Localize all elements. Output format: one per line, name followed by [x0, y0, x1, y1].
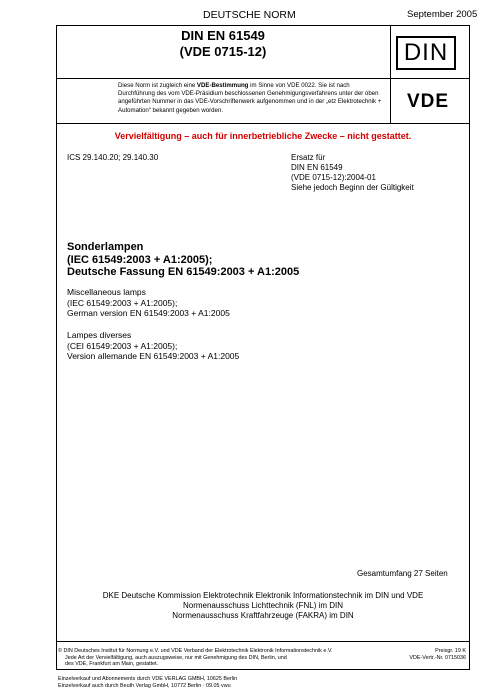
committee-info — [56, 591, 470, 621]
title-english-line: German version EN 61549:2003 + A1:2005 — [67, 308, 230, 318]
copy-warning: Vervielfältigung – auch für innerbetriebliche Zwecke – nicht gestattet. — [114, 131, 412, 141]
title-french-line: (CEI 61549:2003 + A1:2005); — [67, 340, 178, 351]
title-german — [67, 241, 299, 279]
note-bold: VDE-Bestimmung — [196, 82, 249, 89]
sales-line: Einzelverkauf und Abonnements durch VDE VERLAG GMBH, 10625 Berlin — [58, 676, 238, 682]
note-text-2: im Sinne von VDE 0022. Sie ist nach Durchführung des vom VDE-Präsidium beschlossenen Genehmigungsverfahrens unter der oben angeführten Nummer in das VDE-Vorschriftenwerk aufgenommen und in der „etz Elektrotechnik + Automation“ bekannt gegeben worden. — [118, 82, 382, 114]
price-info — [398, 648, 466, 661]
ics-code: ICS 29.140.20; 29.140.30 — [67, 153, 159, 162]
copyright-notice — [58, 648, 408, 668]
title-german-line: (IEC 61549:2003 + A1:2005); — [67, 253, 213, 266]
title-english-line: Miscellaneous lamps — [67, 287, 146, 297]
replacement-info — [291, 153, 414, 193]
sales-info — [58, 676, 458, 689]
divider-logo-column — [390, 25, 391, 123]
document-title: DIN EN 61549 — [181, 28, 265, 43]
header-date: September 2005 — [407, 9, 478, 20]
ersatz-line: DIN EN 61549 — [291, 163, 343, 172]
copyright-line: Jede Art der Vervielfältigung, auch auszugsweise, nur mit Genehmigung des DIN, Berlin, und — [65, 654, 287, 661]
title-german-line: Sonderlampen — [67, 241, 144, 253]
divider-title — [56, 78, 470, 79]
ersatz-line: Siehe jedoch Beginn der Gültigkeit — [291, 183, 414, 192]
din-logo: DIN — [396, 36, 456, 70]
title-german-line: Deutsche Fassung EN 61549:2003 + A1:2005 — [67, 266, 300, 278]
title-english — [67, 287, 230, 319]
note-text-1: Diese Norm ist zugleich eine — [118, 82, 197, 89]
divider-note — [56, 123, 470, 124]
copyright-line: © DIN Deutsches Institut für Normung e.V. und VDE Verband der Elektrotechnik Elektronik Informationstechnik e.V. — [58, 648, 333, 654]
price-group: Preisgr. 19 K — [435, 648, 466, 654]
title-english-line: (IEC 61549:2003 + A1:2005); — [67, 297, 178, 308]
header-label: DEUTSCHE NORM — [203, 9, 296, 21]
committee-line: Normenausschuss Lichttechnik (FNL) im DIN — [182, 601, 344, 610]
sales-line: Einzelverkauf auch durch Beuth Verlag GmbH, 10772 Berlin · 09.05 vwu — [58, 682, 231, 689]
ersatz-line: (VDE 0715-12):2004-01 — [291, 173, 376, 182]
ersatz-line: Ersatz für — [291, 153, 326, 162]
committee-line: DKE Deutsche Kommission Elektrotechnik Elektronik Informationstechnik im DIN und VDE — [102, 591, 424, 600]
title-french — [67, 330, 239, 362]
page-count: Gesamtumfang 27 Seiten — [357, 569, 448, 578]
copyright-line: des VDE, Frankfurt am Main, gestattet. — [65, 661, 159, 668]
title-french-line: Version allemande EN 61549:2003 + A1:2005 — [67, 351, 240, 361]
document-subtitle: (VDE 0715-12) — [179, 44, 267, 59]
vde-logo: VDE — [406, 91, 450, 112]
title-french-line: Lampes diverses — [67, 330, 132, 340]
vde-order-number: VDE-Vertr.-Nr. 0715036 — [409, 654, 466, 661]
committee-line: Normenausschuss Kraftfahrzeuge (FAKRA) im DIN — [172, 611, 354, 620]
divider-footer — [56, 641, 470, 642]
vde-note — [118, 82, 386, 115]
